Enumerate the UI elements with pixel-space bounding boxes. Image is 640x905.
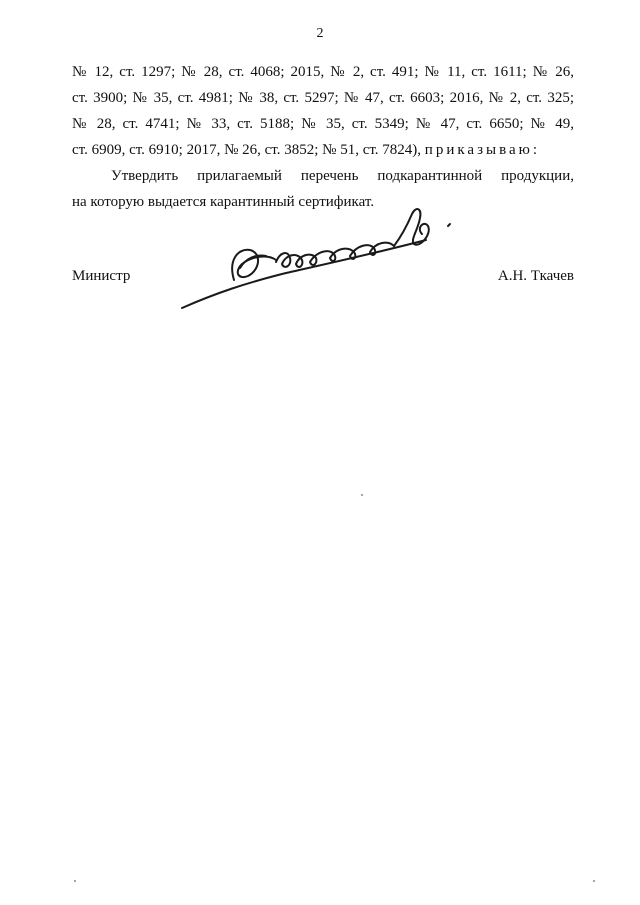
paragraph-line: ст. 3900; № 35, ст. 4981; № 38, ст. 5297; № 47, ст. 6603; 2016, № 2, ст. 325;	[72, 90, 574, 106]
signatory-name: А.Н. Ткачев	[497, 268, 574, 284]
signatory-position: Министр	[72, 268, 131, 284]
scan-speck	[593, 880, 595, 882]
paragraph-line: Утвердить прилагаемый перечень подкарантинной продукции,	[111, 168, 574, 184]
paragraph-line: № 12, ст. 1297; № 28, ст. 4068; 2015, № 2, ст. 491; № 11, ст. 1611; № 26,	[72, 64, 574, 80]
order-keyword: приказываю:	[424, 142, 540, 158]
legal-references-paragraph	[72, 59, 574, 163]
scan-speck	[361, 494, 363, 496]
scan-speck	[74, 880, 76, 882]
paragraph-line: на которую выдается карантинный сертификат.	[72, 194, 375, 210]
page-number: 2	[316, 26, 324, 41]
paragraph-line	[72, 137, 574, 163]
paragraph-line-text: ст. 6909, ст. 6910; 2017, № 26, ст. 3852; № 51, ст. 7824),	[72, 142, 422, 158]
handwritten-signature	[176, 198, 476, 318]
paragraph-line: № 28, ст. 4741; № 33, ст. 5188; № 35, ст. 5349; № 47, ст. 6650; № 49,	[72, 116, 574, 132]
